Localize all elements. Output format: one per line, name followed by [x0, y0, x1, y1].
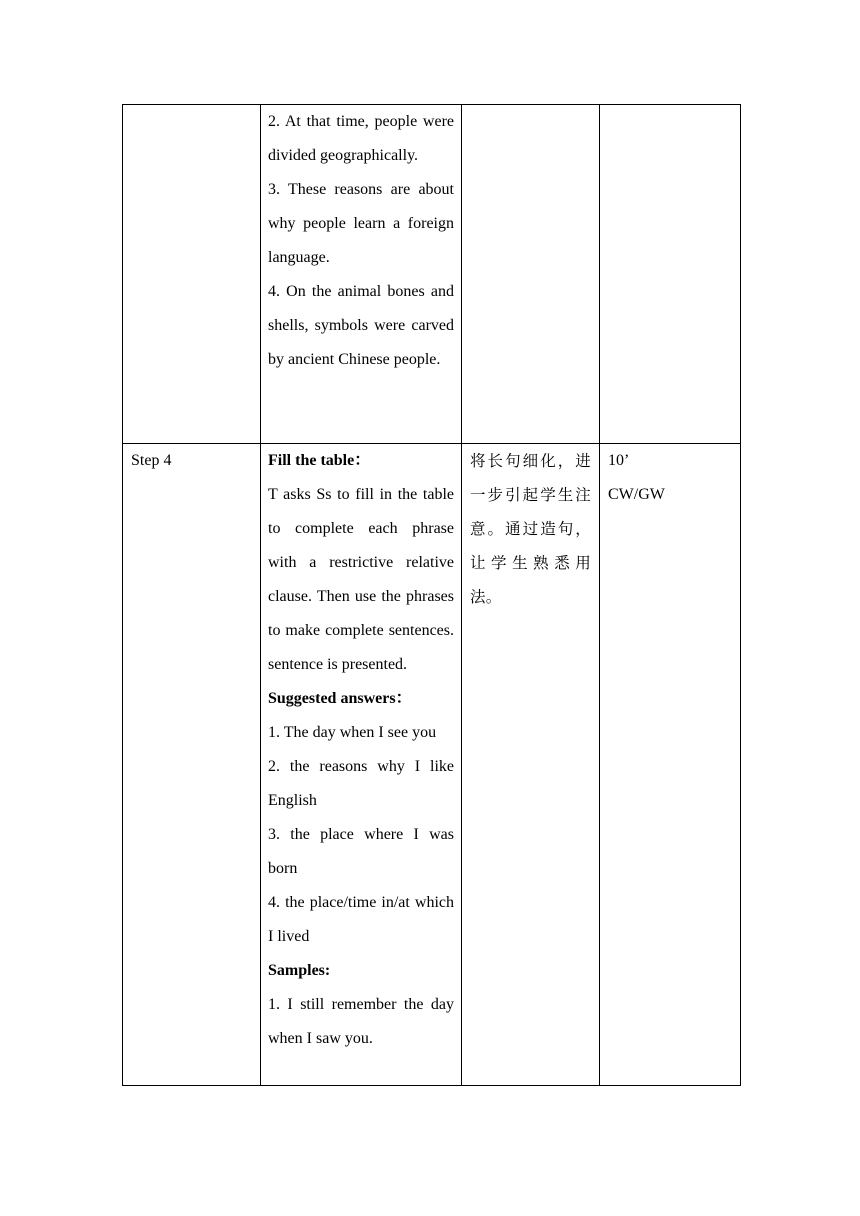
content-item: 2. At that time, people were divided geographically.: [268, 113, 454, 164]
table-row: [123, 105, 741, 444]
fill-table-heading: Fill the table：: [268, 452, 371, 469]
content-item: 3. These reasons are about why people learn a foreign language.: [268, 181, 454, 266]
content-cell: [261, 444, 462, 1086]
content-item: 4. On the animal bones and shells, symbols were carved by ancient Chinese people.: [268, 283, 454, 368]
purpose-cell: [462, 105, 600, 444]
time-value: 10’: [608, 452, 630, 469]
suggested-answers-heading: Suggested answers：: [268, 690, 412, 707]
time-mode-cell: [600, 444, 741, 1086]
suggested-answer: 4. the place/time in/at which I lived: [268, 894, 454, 945]
sample-sentence: 1. I still remember the day when I saw you.: [268, 996, 454, 1047]
suggested-answer: 2. the reasons why I like English: [268, 758, 454, 809]
time-mode-cell: [600, 105, 741, 444]
step-cell: [123, 105, 261, 444]
suggested-answer: 3. the place where I was born: [268, 826, 454, 877]
lesson-plan-table: [122, 104, 741, 1086]
samples-heading: Samples:: [268, 962, 331, 979]
step-label: Step 4: [131, 452, 172, 469]
mode-value: CW/GW: [608, 486, 665, 503]
content-cell: [261, 105, 462, 444]
purpose-cell: [462, 444, 600, 1086]
purpose-text: 将长句细化，进一步引起学生注意。通过造句，让学生熟悉用法。: [470, 452, 591, 606]
step-cell: [123, 444, 261, 1086]
table-row: [123, 444, 741, 1086]
suggested-answer: 1. The day when I see you: [268, 724, 437, 741]
instructions-text: T asks Ss to fill in the table to complete each phrase with a restrictive relative clause. Then use the phrases to make complete sentences. sentence is presented.: [268, 486, 454, 673]
